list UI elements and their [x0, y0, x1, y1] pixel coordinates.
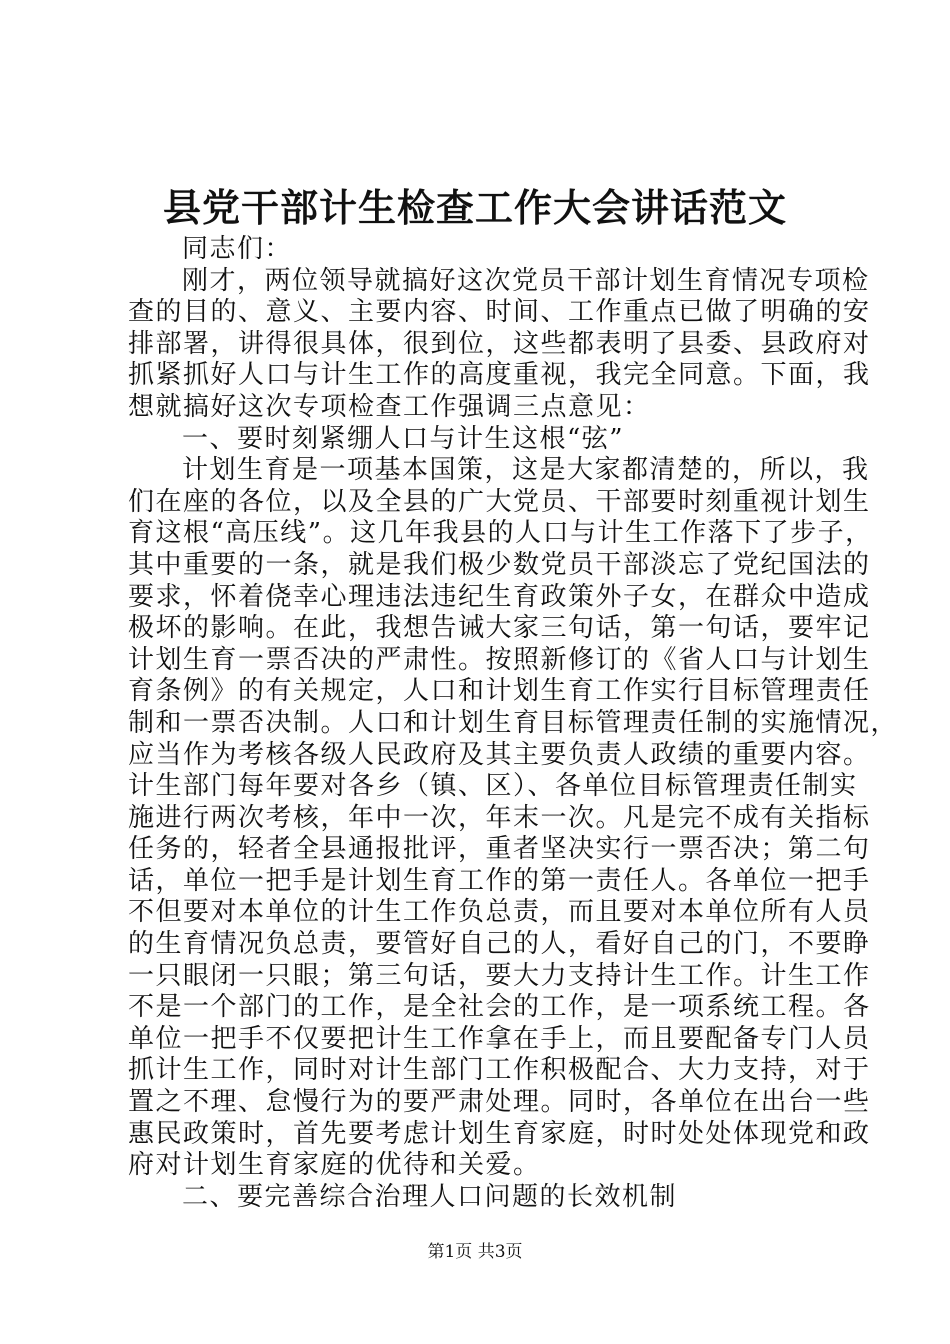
- body-line: 们在座的各位，以及全县的广大党员、干部要时刻重视计划生: [128, 486, 871, 517]
- body-line: 要求，怀着侥幸心理违法违纪生育政策外子女，在群众中造成: [128, 581, 871, 612]
- body-line: 抓紧抓好人口与计生工作的高度重视，我完全同意。下面，我: [128, 360, 871, 391]
- body-line: 惠民政策时，首先要考虑计划生育家庭，时时处处体现党和政: [128, 1118, 871, 1149]
- body-line: 抓计生工作，同时对计生部门工作积极配合、大力支持，对于: [128, 1055, 871, 1086]
- body-line: 应当作为考核各级人民政府及其主要负责人政绩的重要内容。: [128, 739, 871, 770]
- body-line: 同志们：: [182, 234, 293, 264]
- body-line: 施进行两次考核，年中一次，年末一次。凡是完不成有关指标: [128, 802, 871, 833]
- body-line: 极坏的影响。在此，我想告诫大家三句话，第一句话，要牢记: [128, 613, 871, 644]
- page-footer: 第1页 共3页: [427, 1242, 523, 1262]
- body-line: 育条例》的有关规定，人口和计划生育工作实行目标管理责任: [128, 676, 871, 707]
- body-line: 单位一把手不仅要把计生工作拿在手上，而且要配备专门人员: [128, 1023, 871, 1054]
- body-line: 计划生育是一项基本国策，这是大家都清楚的，所以，我: [182, 455, 870, 486]
- body-line: 的生育情况负总责，要管好自己的人，看好自己的门，不要睁: [128, 929, 871, 960]
- body-line: 想就搞好这次专项检查工作强调三点意见：: [128, 391, 651, 422]
- body-line: 府对计划生育家庭的优待和关爱。: [128, 1150, 541, 1181]
- body-line: 计划生育一票否决的严肃性。按照新修订的《省人口与计划生: [128, 644, 871, 675]
- body-line: 查的目的、意义、主要内容、时间、工作重点已做了明确的安: [128, 297, 871, 328]
- body-line: 话，单位一把手是计划生育工作的第一责任人。各单位一把手: [128, 865, 871, 896]
- body-line: 二、要完善综合治理人口问题的长效机制: [182, 1181, 678, 1212]
- body-line: 任务的，轻者全县通报批评，重者坚决实行一票否决；第二句: [128, 834, 871, 865]
- body-line: 一只眼闭一只眼；第三句话，要大力支持计生工作。计生工作: [128, 960, 871, 991]
- body-line: 不是一个部门的工作，是全社会的工作，是一项系统工程。各: [128, 992, 871, 1023]
- body-line: 其中重要的一条，就是我们极少数党员干部淡忘了党纪国法的: [128, 549, 871, 580]
- body-line: 一、要时刻紧绷人口与计生这根“弦”: [182, 423, 625, 454]
- body-line: 育这根“高压线”。这几年我县的人口与计生工作落下了步子，: [128, 518, 873, 549]
- body-line: 刚才，两位领导就搞好这次党员干部计划生育情况专项检: [182, 265, 870, 296]
- document-title: 县党干部计生检查工作大会讲话范文: [162, 185, 787, 230]
- body-line: 置之不理、怠慢行为的要严肃处理。同时，各单位在出台一些: [128, 1087, 871, 1118]
- body-line: 制和一票否决制。人口和计划生育目标管理责任制的实施情况，: [128, 707, 899, 738]
- body-line: 排部署，讲得很具体，很到位，这些都表明了县委、县政府对: [128, 328, 871, 359]
- body-line: 计生部门每年要对各乡（镇、区）、各单位目标管理责任制实: [128, 771, 858, 802]
- body-line: 不但要对本单位的计生工作负总责，而且要对本单位所有人员: [128, 897, 871, 928]
- document-body: [128, 234, 899, 1213]
